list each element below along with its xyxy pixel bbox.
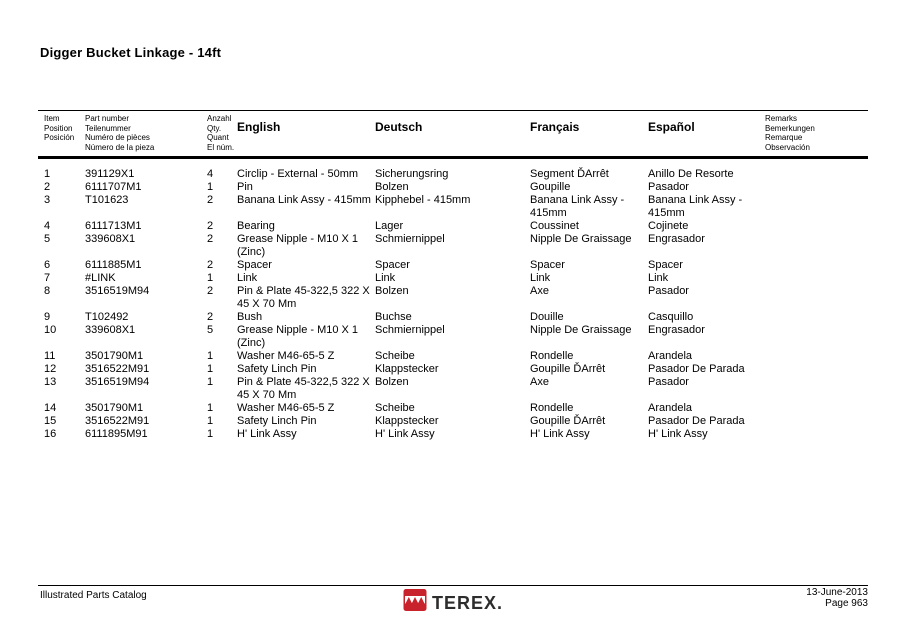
cell-quantity: 1 bbox=[207, 363, 214, 375]
cell-part-number: 6111885M1 bbox=[85, 259, 142, 271]
table-row bbox=[38, 363, 868, 376]
cell-item-number: 2 bbox=[44, 181, 51, 193]
cell-espanol: Link bbox=[648, 272, 669, 284]
column-header-remarks: Remarks Bemerkungen Remarque Observación bbox=[765, 111, 868, 158]
table-row bbox=[38, 181, 868, 194]
cell-espanol: Engrasador bbox=[648, 324, 705, 336]
terex-logo-text: TEREX. bbox=[432, 592, 504, 613]
cell-espanol: Casquillo bbox=[648, 311, 694, 323]
cell-part-number: 3501790M1 bbox=[85, 350, 144, 362]
cell-item-number: 10 bbox=[44, 324, 57, 336]
cell-quantity: 4 bbox=[207, 168, 214, 180]
cell-english: Safety Linch Pin bbox=[237, 415, 317, 427]
cell-part-number: 6111895M91 bbox=[85, 428, 148, 440]
cell-deutsch: Schmiernippel bbox=[375, 233, 445, 245]
cell-quantity: 1 bbox=[207, 181, 214, 193]
cell-english: Grease Nipple - M10 X 1 (Zinc) bbox=[237, 233, 359, 258]
cell-remarks bbox=[765, 402, 868, 415]
cell-item-number: 5 bbox=[44, 233, 51, 245]
table-row bbox=[38, 415, 868, 428]
cell-english: Link bbox=[237, 272, 258, 284]
table-row bbox=[38, 158, 868, 182]
cell-part-number: 3516519M94 bbox=[85, 376, 150, 388]
cell-espanol: Anillo De Resorte bbox=[648, 168, 734, 180]
table-row bbox=[38, 428, 868, 441]
cell-espanol: Pasador bbox=[648, 285, 689, 297]
cell-quantity: 1 bbox=[207, 350, 214, 362]
table-row bbox=[38, 376, 868, 402]
cell-remarks bbox=[765, 324, 868, 350]
cell-english: Banana Link Assy - 415mm bbox=[237, 194, 371, 206]
cell-part-number: 6111707M1 bbox=[85, 181, 142, 193]
table-row bbox=[38, 220, 868, 233]
cell-part-number: 3516522M91 bbox=[85, 415, 150, 427]
cell-francais: Axe bbox=[530, 376, 549, 388]
column-header-item: Item Position Posición bbox=[38, 111, 85, 158]
cell-item-number: 13 bbox=[44, 376, 57, 388]
cell-quantity: 1 bbox=[207, 402, 214, 414]
column-header-francais: Français bbox=[530, 111, 648, 158]
cell-espanol: H' Link Assy bbox=[648, 428, 708, 440]
table-row bbox=[38, 402, 868, 415]
cell-remarks bbox=[765, 220, 868, 233]
cell-espanol: Engrasador bbox=[648, 233, 705, 245]
cell-espanol: Spacer bbox=[648, 259, 683, 271]
cell-remarks bbox=[765, 259, 868, 272]
cell-remarks bbox=[765, 311, 868, 324]
cell-deutsch: Lager bbox=[375, 220, 404, 232]
cell-francais: Goupille bbox=[530, 181, 571, 193]
cell-francais: Axe bbox=[530, 285, 549, 297]
cell-espanol: Arandela bbox=[648, 350, 693, 362]
cell-remarks bbox=[765, 194, 868, 220]
cell-deutsch: Kipphebel - 415mm bbox=[375, 194, 471, 206]
cell-item-number: 1 bbox=[44, 168, 51, 180]
cell-item-number: 6 bbox=[44, 259, 51, 271]
cell-quantity: 2 bbox=[207, 285, 214, 297]
cell-deutsch: Bolzen bbox=[375, 181, 409, 193]
cell-quantity: 5 bbox=[207, 324, 214, 336]
cell-english: Pin & Plate 45-322,5 322 X 45 X 70 Mm bbox=[237, 376, 370, 401]
cell-remarks bbox=[765, 158, 868, 182]
cell-deutsch: Klappstecker bbox=[375, 363, 439, 375]
cell-part-number: 339608X1 bbox=[85, 324, 136, 336]
cell-espanol: Pasador bbox=[648, 376, 689, 388]
column-header-english: English bbox=[237, 111, 375, 158]
table-row bbox=[38, 285, 868, 311]
table-header-row bbox=[38, 111, 868, 158]
footer-right-block bbox=[806, 587, 868, 609]
cell-part-number: 3501790M1 bbox=[85, 402, 144, 414]
cell-francais: Banana Link Assy - 415mm bbox=[530, 194, 625, 219]
cell-remarks bbox=[765, 428, 868, 441]
cell-english: Bearing bbox=[237, 220, 275, 232]
footer-page-number: Page 963 bbox=[825, 598, 868, 609]
cell-part-number: 3516522M91 bbox=[85, 363, 150, 375]
cell-quantity: 2 bbox=[207, 259, 214, 271]
cell-item-number: 14 bbox=[44, 402, 57, 414]
column-header-part-number: Part number Teilenummer Numéro de pièces Número de la pieza bbox=[85, 111, 207, 158]
cell-quantity: 1 bbox=[207, 415, 214, 427]
column-header-deutsch: Deutsch bbox=[375, 111, 530, 158]
cell-espanol: Pasador De Parada bbox=[648, 415, 745, 427]
cell-quantity: 1 bbox=[207, 272, 214, 284]
footer-catalog-label: Illustrated Parts Catalog bbox=[40, 590, 147, 601]
cell-english: Circlip - External - 50mm bbox=[237, 168, 359, 180]
cell-francais: Goupille ĎArrêt bbox=[530, 363, 606, 375]
terex-logo bbox=[403, 588, 503, 617]
cell-deutsch: H' Link Assy bbox=[375, 428, 435, 440]
cell-part-number: #LINK bbox=[85, 272, 116, 284]
cell-english: Washer M46-65-5 Z bbox=[237, 402, 335, 414]
terex-logo-icon bbox=[403, 588, 427, 617]
parts-table-body bbox=[38, 158, 868, 442]
cell-remarks bbox=[765, 233, 868, 259]
cell-remarks bbox=[765, 376, 868, 402]
cell-english: Washer M46-65-5 Z bbox=[237, 350, 335, 362]
cell-item-number: 3 bbox=[44, 194, 51, 206]
cell-deutsch: Link bbox=[375, 272, 396, 284]
cell-english: Pin & Plate 45-322,5 322 X 45 X 70 Mm bbox=[237, 285, 370, 310]
column-header-espanol: Español bbox=[648, 111, 765, 158]
table-row bbox=[38, 233, 868, 259]
cell-item-number: 8 bbox=[44, 285, 51, 297]
cell-remarks bbox=[765, 285, 868, 311]
cell-remarks bbox=[765, 272, 868, 285]
cell-english: Safety Linch Pin bbox=[237, 363, 317, 375]
cell-english: Spacer bbox=[237, 259, 272, 271]
cell-quantity: 2 bbox=[207, 194, 214, 206]
cell-part-number: 6111713M1 bbox=[85, 220, 142, 232]
parts-table bbox=[38, 110, 868, 441]
cell-remarks bbox=[765, 363, 868, 376]
column-header-qty: Anzahl Qty. Quant El núm. bbox=[207, 111, 237, 158]
cell-deutsch: Scheibe bbox=[375, 350, 415, 362]
cell-item-number: 15 bbox=[44, 415, 57, 427]
cell-part-number: T102492 bbox=[85, 311, 129, 323]
footer-rule bbox=[38, 585, 868, 586]
cell-deutsch: Klappstecker bbox=[375, 415, 439, 427]
cell-deutsch: Bolzen bbox=[375, 376, 409, 388]
cell-item-number: 4 bbox=[44, 220, 51, 232]
cell-francais: Nipple De Graissage bbox=[530, 324, 632, 336]
cell-quantity: 1 bbox=[207, 428, 214, 440]
cell-part-number: 3516519M94 bbox=[85, 285, 150, 297]
cell-quantity: 2 bbox=[207, 311, 214, 323]
cell-deutsch: Bolzen bbox=[375, 285, 409, 297]
page-title: Digger Bucket Linkage - 14ft bbox=[40, 45, 222, 60]
cell-espanol: Arandela bbox=[648, 402, 693, 414]
cell-francais: Rondelle bbox=[530, 350, 574, 362]
cell-part-number: T101623 bbox=[85, 194, 129, 206]
cell-espanol: Pasador De Parada bbox=[648, 363, 745, 375]
cell-espanol: Banana Link Assy - 415mm bbox=[648, 194, 743, 219]
table-row bbox=[38, 350, 868, 363]
cell-remarks bbox=[765, 350, 868, 363]
cell-deutsch: Scheibe bbox=[375, 402, 415, 414]
cell-item-number: 12 bbox=[44, 363, 57, 375]
cell-part-number: 391129X1 bbox=[85, 168, 135, 180]
cell-espanol: Pasador bbox=[648, 181, 689, 193]
table-row bbox=[38, 324, 868, 350]
cell-remarks bbox=[765, 181, 868, 194]
cell-francais: Segment ĎArrêt bbox=[530, 168, 609, 180]
cell-english: Bush bbox=[237, 311, 263, 323]
cell-item-number: 16 bbox=[44, 428, 57, 440]
cell-item-number: 7 bbox=[44, 272, 51, 284]
cell-english: Grease Nipple - M10 X 1 (Zinc) bbox=[237, 324, 359, 349]
cell-deutsch: Spacer bbox=[375, 259, 410, 271]
cell-item-number: 11 bbox=[44, 350, 56, 362]
cell-francais: Nipple De Graissage bbox=[530, 233, 632, 245]
cell-english: Pin bbox=[237, 181, 253, 193]
cell-francais: Spacer bbox=[530, 259, 565, 271]
cell-part-number: 339608X1 bbox=[85, 233, 136, 245]
cell-remarks bbox=[765, 415, 868, 428]
cell-deutsch: Sicherungsring bbox=[375, 168, 449, 180]
cell-item-number: 9 bbox=[44, 311, 51, 323]
table-row bbox=[38, 272, 868, 285]
cell-francais: Rondelle bbox=[530, 402, 574, 414]
cell-deutsch: Buchse bbox=[375, 311, 412, 323]
cell-espanol: Cojinete bbox=[648, 220, 689, 232]
footer-date: 13-June-2013 bbox=[806, 587, 868, 598]
cell-francais: Douille bbox=[530, 311, 564, 323]
cell-quantity: 2 bbox=[207, 233, 214, 245]
cell-english: H' Link Assy bbox=[237, 428, 297, 440]
cell-quantity: 1 bbox=[207, 376, 214, 388]
cell-francais: Coussinet bbox=[530, 220, 579, 232]
cell-francais: Link bbox=[530, 272, 551, 284]
cell-francais: H' Link Assy bbox=[530, 428, 590, 440]
cell-deutsch: Schmiernippel bbox=[375, 324, 445, 336]
table-row bbox=[38, 259, 868, 272]
table-row bbox=[38, 311, 868, 324]
table-row bbox=[38, 194, 868, 220]
cell-francais: Goupille ĎArrêt bbox=[530, 415, 606, 427]
cell-quantity: 2 bbox=[207, 220, 214, 232]
